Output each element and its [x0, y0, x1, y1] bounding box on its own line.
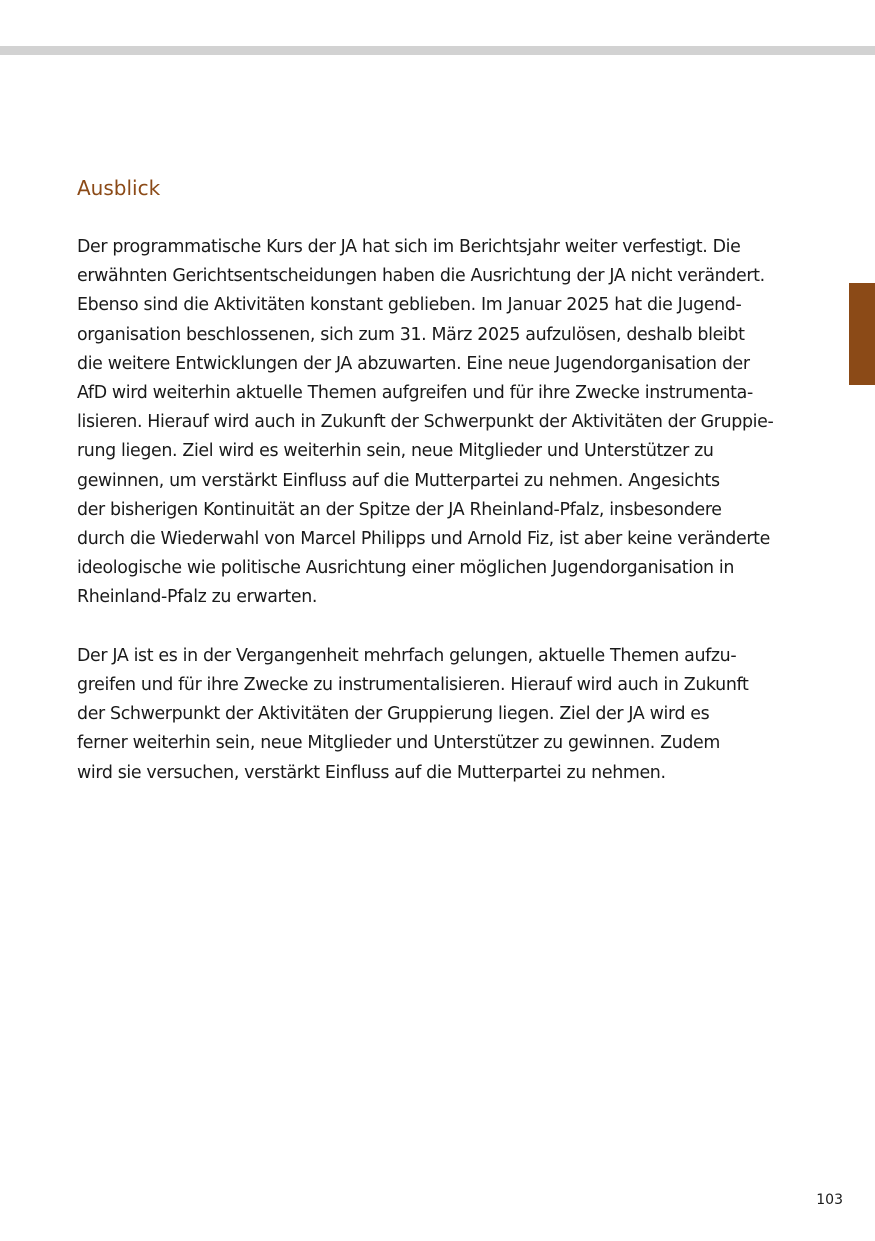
section-heading: Ausblick	[77, 176, 161, 200]
paragraph-2	[77, 642, 807, 788]
text-line: die weitere Entwicklungen der JA abzuwarten. Eine neue Jugendorganisation der	[77, 353, 750, 374]
text-line: Der JA ist es in der Vergangenheit mehrfach gelungen, aktuelle Themen aufzu-	[77, 645, 737, 666]
text-line: wird sie versuchen, verstärkt Einfluss auf die Mutterpartei zu nehmen.	[77, 762, 666, 783]
text-line: der Schwerpunkt der Aktivitäten der Gruppierung liegen. Ziel der JA wird es	[77, 704, 710, 725]
paragraph-1	[77, 233, 807, 613]
text-line: ideologische wie politische Ausrichtung einer möglichen Jugendorganisation in	[77, 558, 735, 579]
text-line: erwähnten Gerichtsentscheidungen haben die Ausrichtung der JA nicht verändert.	[77, 266, 765, 287]
text-line: Rheinland-Pfalz zu erwarten.	[77, 587, 318, 608]
text-line: durch die Wiederwahl von Marcel Philipps und Arnold Fiz, ist aber keine veränderte	[77, 529, 770, 550]
text-line: gewinnen, um verstärkt Einfluss auf die Mutterpartei zu nehmen. Angesichts	[77, 470, 720, 491]
main-content	[77, 173, 807, 788]
text-line: organisation beschlossenen, sich zum 31. März 2025 aufzulösen, deshalb bleibt	[77, 324, 745, 345]
text-line: AfD wird weiterhin aktuelle Themen aufgreifen und für ihre Zwecke instrumenta-	[77, 383, 753, 404]
text-line: der bisherigen Kontinuität an der Spitze der JA Rheinland-Pfalz, insbesondere	[77, 499, 722, 520]
text-line: greifen und für ihre Zwecke zu instrumentalisieren. Hierauf wird auch in Zukunft	[77, 675, 749, 696]
text-line: lisieren. Hierauf wird auch in Zukunft der Schwerpunkt der Aktivitäten der Gruppie-	[77, 412, 774, 433]
top-rule	[0, 46, 875, 55]
text-line: ferner weiterhin sein, neue Mitglieder und Unterstützer zu gewinnen. Zudem	[77, 733, 720, 754]
text-line: Ebenso sind die Aktivitäten konstant geblieben. Im Januar 2025 hat die Jugend-	[77, 295, 742, 316]
text-line: Der programmatische Kurs der JA hat sich im Berichtsjahr weiter verfestigt. Die	[77, 237, 741, 257]
chapter-tab-marker	[849, 283, 875, 385]
page-number: 103	[816, 1192, 843, 1208]
text-line: rung liegen. Ziel wird es weiterhin sein, neue Mitglieder und Unterstützer zu	[77, 441, 714, 462]
